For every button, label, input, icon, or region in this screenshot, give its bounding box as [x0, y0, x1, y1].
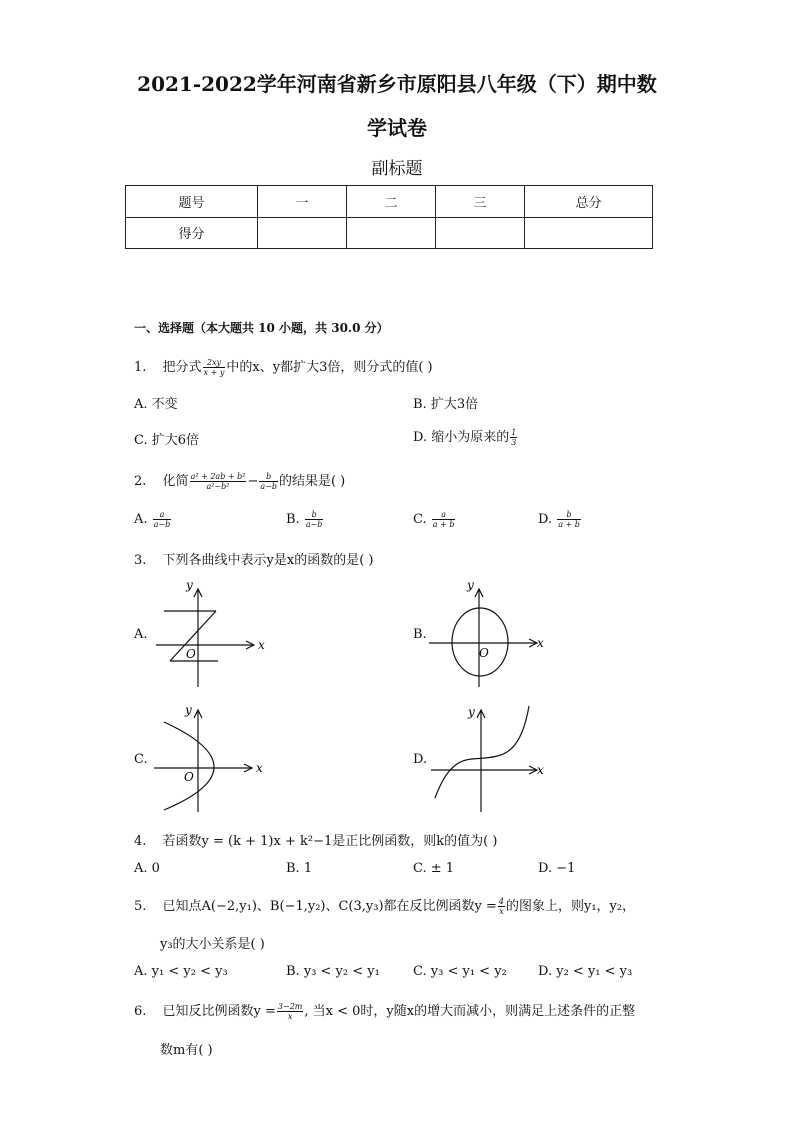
option-label: D. — [538, 512, 553, 527]
graph-d — [425, 698, 555, 816]
y-axis-label: y — [467, 578, 474, 592]
option-d[interactable] — [538, 510, 582, 529]
graph-c — [148, 698, 278, 816]
option-d[interactable]: D. — [413, 752, 428, 767]
option-text: y₃ < y₂ < y₁ — [303, 964, 380, 979]
option-b[interactable] — [286, 964, 380, 979]
option-c[interactable] — [413, 964, 507, 979]
question-text: 把分式 — [162, 360, 202, 375]
fraction-denominator: a + b — [558, 520, 580, 529]
score-table — [125, 185, 653, 249]
option-label: D. — [413, 430, 428, 445]
option-a[interactable] — [134, 393, 178, 412]
option-label: A. — [134, 861, 148, 876]
question-1 — [134, 356, 433, 377]
fraction-numerator: 4 — [498, 897, 504, 906]
fraction-numerator: a² + 2ab + b² — [190, 472, 246, 481]
option-text: 缩小为原来的 — [431, 430, 510, 445]
fraction-numerator: a — [432, 510, 456, 520]
score-cell — [436, 217, 525, 249]
question-3 — [134, 549, 374, 568]
option-text: ± 1 — [430, 861, 455, 876]
question-5 — [134, 895, 635, 916]
x-axis-label: x — [537, 636, 544, 650]
fraction-numerator: b — [305, 510, 324, 520]
option-label: A. — [134, 512, 148, 527]
option-b[interactable] — [413, 393, 478, 412]
option-text: 扩大6倍 — [151, 433, 200, 448]
option-text: −1 — [556, 861, 576, 876]
option-text: 扩大3倍 — [430, 397, 479, 412]
curve — [452, 608, 508, 676]
page-subtitle: 副标题 — [371, 159, 423, 179]
option-a[interactable] — [134, 510, 172, 529]
origin-label: O — [184, 770, 194, 784]
question-number: 2. — [134, 474, 147, 489]
question-text: 化简 — [162, 474, 189, 489]
option-text: 不变 — [151, 397, 178, 412]
x-axis-label: x — [537, 763, 544, 777]
question-6 — [134, 1000, 635, 1021]
option-label: C. — [134, 433, 148, 448]
fraction-numerator: 2xy — [203, 358, 226, 368]
fraction-numerator: 3−2m — [277, 1002, 303, 1011]
option-b[interactable]: B. — [413, 627, 427, 642]
fraction — [305, 510, 324, 529]
fraction — [203, 358, 226, 377]
fraction — [557, 510, 581, 529]
fraction — [498, 897, 505, 916]
fraction-denominator: a−b — [305, 520, 323, 529]
x-axis-label: x — [258, 638, 265, 652]
question-number: 4. — [134, 834, 147, 849]
score-header-cell: 一 — [258, 186, 347, 218]
fraction-denominator: x + y — [203, 368, 225, 377]
y-axis-label: y — [468, 705, 475, 719]
option-label: D. — [538, 964, 553, 979]
score-cell — [347, 217, 436, 249]
question-text: 中的x、y都扩大3倍，则分式的值( ) — [226, 360, 433, 375]
fraction — [277, 1002, 303, 1021]
option-b[interactable] — [286, 861, 312, 876]
score-header-cell: 三 — [436, 186, 525, 218]
fraction — [259, 472, 278, 491]
option-label: C. — [413, 512, 427, 527]
score-header-cell: 二 — [347, 186, 436, 218]
y-axis-label: y — [185, 703, 192, 717]
option-label: B. — [413, 397, 427, 412]
page-title-line2: 学试卷 — [367, 116, 427, 140]
question-number: 3. — [134, 553, 147, 568]
option-text: y₃ < y₁ < y₂ — [430, 964, 507, 979]
fraction-numerator: b — [259, 472, 278, 482]
origin-label: O — [186, 647, 196, 661]
graph-b — [425, 575, 555, 693]
option-c[interactable]: C. — [134, 752, 148, 767]
option-c[interactable] — [413, 510, 456, 529]
question-text: 的结果是( ) — [278, 474, 346, 489]
option-d[interactable] — [413, 426, 518, 447]
score-header-cell: 题号 — [126, 186, 258, 218]
fraction-denominator: a + b — [432, 520, 455, 529]
option-a[interactable]: A. — [134, 627, 148, 642]
option-label: B. — [286, 964, 300, 979]
fraction — [153, 510, 172, 529]
score-table-row — [126, 217, 653, 249]
y-axis-label: y — [186, 578, 193, 592]
question-number: 6. — [134, 1004, 147, 1019]
option-d[interactable] — [538, 861, 575, 876]
option-label: A. — [134, 397, 148, 412]
question-text: 的图象上，则y₁，y₂， — [506, 899, 636, 914]
question-2 — [134, 470, 345, 491]
fraction-denominator: x — [287, 1012, 293, 1021]
fraction-denominator: a²−b² — [206, 482, 230, 491]
fraction-denominator: a−b — [153, 520, 171, 529]
question-text: 若函数y = (k + 1)x + k²−1是正比例函数，则k的值为( ) — [162, 834, 498, 849]
question-6-line2: 数m有( ) — [160, 1043, 213, 1058]
question-4 — [134, 830, 497, 849]
fraction-numerator: b — [557, 510, 581, 520]
option-a[interactable] — [134, 964, 228, 979]
option-label: C. — [413, 861, 427, 876]
score-row-label: 得分 — [126, 217, 258, 249]
graph-a — [148, 575, 278, 693]
score-cell — [258, 217, 347, 249]
option-text: y₁ < y₂ < y₃ — [151, 964, 228, 979]
score-table-header-row — [126, 186, 653, 218]
fraction — [510, 428, 517, 447]
question-5-line2: y₃的大小关系是( ) — [160, 937, 265, 952]
curve — [164, 722, 214, 810]
option-d[interactable] — [538, 964, 632, 979]
question-text: 下列各曲线中表示y是x的函数的是( ) — [162, 553, 374, 568]
question-text: , 当x < 0时，y随x的增大而减小，则满足上述条件的正整 — [304, 1004, 636, 1019]
option-text: 1 — [303, 861, 313, 876]
fraction-denominator: 3 — [511, 438, 517, 447]
option-label: A. — [134, 964, 148, 979]
option-label: B. — [286, 861, 300, 876]
option-text: y₂ < y₁ < y₃ — [556, 964, 633, 979]
option-a[interactable] — [134, 861, 160, 876]
question-number: 1. — [134, 360, 147, 375]
fraction-numerator: a — [153, 510, 172, 520]
fraction-numerator: 1 — [511, 428, 517, 437]
question-text: 已知点A(−2,y₁)、B(−1,y₂)、C(3,y₃)都在反比例函数y = — [162, 899, 497, 914]
option-b[interactable] — [286, 510, 324, 529]
question-text: 已知反比例函数y = — [162, 1004, 276, 1019]
curve — [435, 706, 529, 798]
fraction — [432, 510, 456, 529]
minus-sign: − — [247, 474, 259, 489]
option-label: B. — [286, 512, 300, 527]
score-header-cell: 总分 — [525, 186, 653, 218]
fraction — [190, 472, 247, 491]
option-label: D. — [538, 861, 553, 876]
option-text: 0 — [151, 861, 160, 876]
fraction-denominator: a−b — [260, 482, 277, 491]
origin-label: O — [479, 646, 489, 660]
question-number: 5. — [134, 899, 147, 914]
page-title-line1: 2021-2022学年河南省新乡市原阳县八年级（下）期中数 — [137, 72, 657, 96]
option-label: C. — [413, 964, 427, 979]
fraction-denominator: x — [499, 907, 504, 916]
option-c[interactable] — [413, 861, 454, 876]
option-c[interactable] — [134, 429, 199, 448]
section-title: 一、选择题（本大题共 10 小题，共 30.0 分） — [134, 321, 389, 335]
x-axis-label: x — [256, 761, 263, 775]
score-cell — [525, 217, 653, 249]
